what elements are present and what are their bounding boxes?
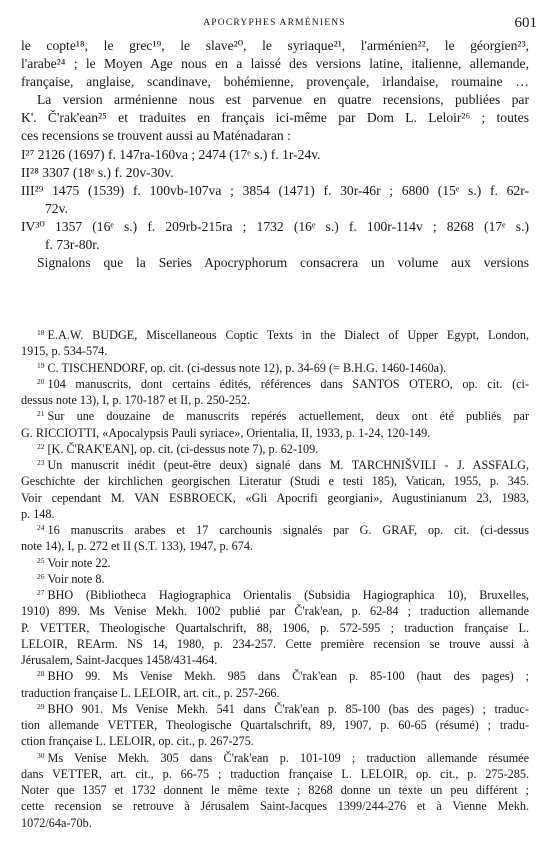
footnote-line: $^{29}$ BHO 901. Ms Venise Mekh. 541 dans Č'rak'ean p. 85-100 (bas des pages) ; traduc- [37, 701, 529, 716]
footnote-27 [21, 587, 529, 668]
footnote-line: dessus note 13), I, p. 170-187 et II, p. 250-252. [21, 393, 251, 407]
text-line: La version arménienne nous est parvenue en quatre recensions, publiées par [37, 92, 529, 108]
footnote-line: Noter que 1357 et 1732 donnent le même texte ; 8268 donne un texte un peu différent ; [21, 783, 529, 797]
footnote-line: 1072/64a-70b. [21, 815, 92, 830]
footnote-22 [21, 441, 529, 457]
footnote-line: Geschichte der kirchlichen georgischen Literatur (Studi e testi 185), Vatican, 1955, p. 345. [21, 474, 529, 489]
footnote-line: $^{30}$ Ms Venise Mekh. 305 dans Č'rak'ean p. 101-109 ; traduction allemande résumée [37, 750, 529, 765]
footnote-line: $^{20}$ 104 manuscrits, dont certains édités, références dans SANTOS OTERO, op. cit. (ci- [37, 376, 529, 391]
footnote-number: 22 [37, 441, 45, 451]
footnote-23 [21, 457, 529, 522]
footnote-line: tion allemande VETTER, Theologische Quartalschrift, 89, 1907, p. 60-65 (résumé) ; tradu- [21, 718, 529, 732]
footnote-line: dans VETTER, art. cit., p. 66-75 ; traduction française L. LELOIR, op. cit., p. 275-285. [21, 766, 529, 781]
text-line: K'. Č'rak'ean²⁵ et traduites en français ici-même par Dom L. Leloir²⁶ ; toutes [21, 110, 529, 126]
footnote-line: $^{25}$ Voir note 22. [37, 555, 111, 570]
footnote-30 [21, 750, 529, 831]
footnote-number: 30 [37, 750, 45, 760]
footnote-line: $^{21}$ Sur une douzaine de manuscrits repérés actuellement, deux ont été publiés par [37, 409, 529, 424]
footnote-line: G. RICCIOTTI, «Apocalypsis Pauli syriace», Orientalia, II, 1933, p. 1-24, 120-149. [21, 425, 431, 440]
footnote-number: 26 [37, 571, 45, 581]
footnote-line: $^{19}$ C. TISCHENDORF, op. cit. (ci-dessus note 12), p. 34-69 (= B.H.G. 1460-1460a). [37, 360, 447, 375]
running-title: APOCRYPHES ARMÉNIENS [203, 18, 346, 28]
footnote-number: 23 [37, 458, 45, 467]
footnote-line: ction française L. LELOIR, op. cit., p. 267-275. [21, 734, 254, 749]
footnote-line: $^{26}$ Voir note 8. [37, 571, 105, 586]
footnote-line: $^{23}$ Un manuscrit inédit (peut-être deux) signalé dans M. TARCHNIŠVILI - J. ASSFALG, [37, 458, 529, 472]
footnote-19 [21, 360, 529, 376]
footnote-number: 28 [37, 669, 45, 679]
text-line: le copte¹⁸, le grec¹⁹, le slave²⁰, le syriaque²¹, l'arménien²², le géorgien²³, [21, 38, 529, 53]
footnote-21 [21, 408, 529, 441]
footnote-line: $^{27}$ BHO (Bibliotheca Hagiographica Orientalis (Subsidia Hagiographica 10), Bruxelles, [37, 588, 529, 602]
footnote-line: P. VETTER, Theologische Quartalschrift, 88, 1906, p. 572-595 ; traduction française L. [21, 620, 529, 635]
text-line: ces recensions se trouvent aussi au Maténadaran : [21, 128, 291, 144]
recension-4-continued: f. 73r-80r. [45, 237, 100, 253]
footnote-line: traduction française L. LELOIR, art. cit., p. 257-266. [21, 685, 280, 700]
footnote-line: cette recension se retrouve à Jérusalem Saint-Jacques 1399/244-276 et à Vienne Mekh. [21, 799, 529, 814]
footnote-number: 24 [37, 523, 45, 532]
footnote-24 [21, 522, 529, 555]
footnote-line: $^{18}$ E.A.W. BUDGE, Miscellaneous Coptic Texts in the Dialect of Upper Egypt, London, [37, 328, 529, 342]
footnote-26 [21, 571, 529, 587]
footnote-line: 1910) 899. Ms Venise Mekh. 1002 publié par Č'rak'ean, p. 62-84 ; traduction allemande [21, 604, 529, 619]
recension-3: III²⁹ 1475 (1539) f. 100vb-107va ; 3854 (1471) f. 30r-46r ; 6800 (15ᵉ s.) f. 62r- [21, 182, 529, 198]
footnotes [21, 327, 529, 831]
footnote-line: Voir cependant M. VAN ESBROECK, «Gli Apocrifi georgiani», Augustinianum 23, 1983, [21, 490, 529, 505]
footnote-line: Jérusalem, Saint-Jacques 1458/431-464. [21, 653, 218, 667]
footnote-line: p. 148. [21, 506, 55, 521]
footnote-line: LELOIR, REArm. NS 14, 1980, p. 234-257. Cette première recension se trouve aussi à [21, 636, 529, 651]
text-line: Signalons que la Series Apocryphorum consacrera un volume aux versions [37, 255, 529, 271]
footnote-29 [21, 701, 529, 750]
footnote-20 [21, 376, 529, 409]
recension-4: IV³⁰ 1357 (16ᵉ s.) f. 209rb-215ra ; 1732 (16ᵉ s.) f. 100r-114v ; 8268 (17ᵉ s.) [21, 218, 529, 234]
footnote-number: 20 [37, 376, 45, 386]
footnote-line: $^{24}$ 16 manuscrits arabes et 17 carchounis signalés par G. GRAF, op. cit. (ci-dessus [37, 523, 529, 537]
footnote-line: $^{28}$ BHO 99. Ms Venise Mekh. 985 dans Č'rak'ean p. 85-100 (haut des pages) ; [37, 669, 529, 684]
footnote-number: 27 [37, 588, 45, 597]
footnote-number: 25 [37, 555, 45, 565]
recension-2: II²⁸ 3307 (18ᵉ s.) f. 20v-30v. [21, 164, 174, 180]
footnote-line: note 14), I, p. 272 et II (S.T. 133), 1947, p. 674. [21, 539, 253, 554]
main-text [21, 37, 529, 272]
footnote-18 [21, 327, 529, 360]
text-line: l'arabe²⁴ ; le Moyen Age nous en a laissé des versions latine, italienne, allemande, [21, 56, 529, 72]
running-head [0, 16, 549, 32]
text-line: française, anglaise, scandinave, bohémienne, provençale, irlandaise, roumaine … [21, 74, 529, 90]
footnote-number: 21 [37, 409, 45, 419]
footnote-number: 19 [37, 360, 45, 370]
footnote-line: 1915, p. 534-574. [21, 344, 108, 359]
footnote-number: 29 [37, 701, 45, 711]
footnote-28 [21, 668, 529, 701]
recension-3-continued: 72v. [45, 200, 68, 216]
recension-1: I²⁷ 2126 (1697) f. 147ra-160va ; 2474 (17ᵉ s.) f. 1r-24v. [21, 146, 321, 162]
footnote-number: 18 [37, 328, 45, 337]
footnote-line: $^{22}$ [K. Č'RAK'EAN], op. cit. (ci-dessus note 7), p. 62-109. [37, 441, 319, 456]
page-number: 601 [514, 15, 537, 31]
footnote-25 [21, 555, 529, 571]
